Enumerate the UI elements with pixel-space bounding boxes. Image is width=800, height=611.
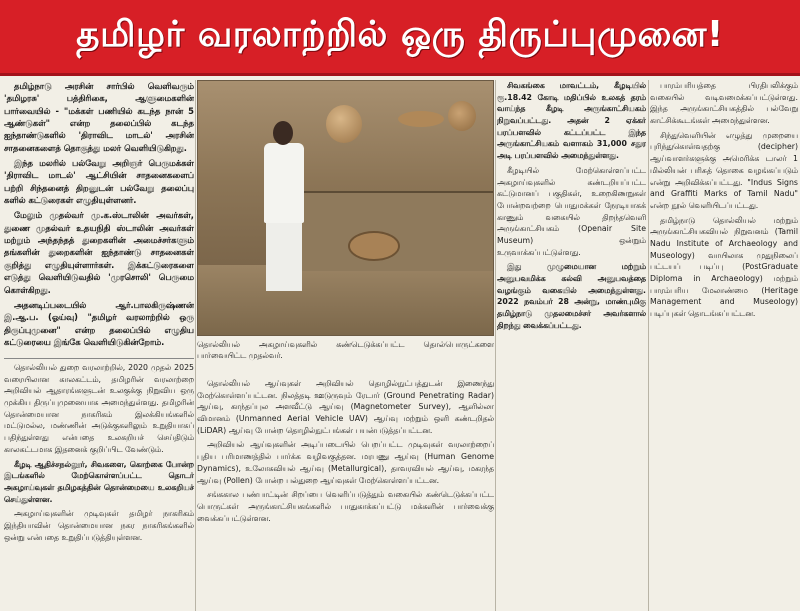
lead-paragraph: மேலும் முதல்வர் மு.க.ஸ்டாலின் அவர்கள், துணை முதல்வர் உதயநிதி ஸ்டாலின் அவர்கள் மற்றும் அந்தந்தத் துறைகளின் அமைச்சர்களும் தங்களின் துறைகளின் ஐந்தாண்டு சாதனைகள் குறித்து எழுதியுள்ளார்கள். இக்கட்டுரைகளை எடுத்து வெளியிடுவதில் 'முரசொலி' பெருமை கொள்கிறது.	[4, 210, 194, 295]
body-paragraph: கீழடி ஆதிச்சநல்லூர், சிவகளை, கொற்கை போன்ற இடங்களில் மேற்கொள்ளப்பட்ட தொடர் அகழாய்வுகள் தமிழகத்தின் தொன்மையை உலகறியச் செய்துள்ளன.	[4, 459, 194, 504]
column-rule	[648, 80, 649, 611]
body-paragraph: இது முழுமையான மற்றும் அனுபவமிக்க கல்வி அனுபவத்தை வழங்கும் வகையில் அமைந்துள்ளது. 2022 நவம்பர் 28 அன்று, மாண்புமிகு தமிழ்நாடு முதலமைச்சர் அவர்களால் திறந்து வைக்கப்பட்டது.	[497, 262, 646, 330]
lead-divider	[4, 358, 194, 359]
article-photo	[197, 80, 494, 336]
body-paragraph: சிந்துவெளியின் எழுத்து முறையை புரிந்துகொள்வதற்கு (decipher) ஆய்வாளர்களுக்கு அமெரிக்க டாலர் 1 மில்லியன் பரிசுத் தொகை வழங்கப்படும் என்று அறிவிக்கப்பட்டது. "Indus Signs and Graffiti Marks of Tamil Nadu" என்ற நூல் வெளியிடப்பட்டது.	[650, 130, 798, 210]
body-paragraph: தொல்லியல் துறை வரலாற்றில், 2020 முதல் 2025 வரையிலான காலகட்டம், தமிழரின் வரலாற்றை அறிவியல் ஆதாரங்களுடன் உலகுக்கு நிறுவிய ஒரு முக்கிய திருப்புமுனையாக அமைந்துள்ளது. தமிழரின் தொன்மையான நாகரிகம் இலக்கியங்களில் மட்டுமல்ல, மண்ணின் அடுக்குகளிலும் உறுதியாகப் பதிந்துள்ளது என்பதை உலகறியச் செய்திடும் காலகட்டமாக இதனைக் குறிப்பிட வேண்டும்.	[4, 363, 194, 454]
lead-paragraph: அதனடிப்படையில் ஆர்.பாலகிருஷ்ணன் இ.ஆ.ப. (ஓய்வு) "தமிழர் வரலாற்றில் ஒரு திருப்புமுனை" என்ற தலைப்பில் எழுதிய கட்டுரையை இங்கே வெளியிடுகின்றோம்.	[4, 299, 194, 347]
photo-pot	[448, 101, 476, 131]
column-rule	[495, 80, 496, 611]
body-paragraph: அறிவியல் ஆய்வுகளின் அடிப்படையில் பெறப்பட்ட முடிவுகள் வரலாற்றைப் புதிய பரிமாணத்தில் பார்க்க வழிவகுத்தன. மரபணு ஆய்வு (Human Genome Dynamics), உலோகவியல் ஆய்வு (Metallurgical), தாவரவியல் ஆய்வு, மகரந்த ஆய்வு (Pollen) போன்ற பல்துறை ஆய்வுகள் மேற்கொள்ளப்பட்டன.	[197, 440, 494, 485]
body-paragraph: சிவகங்கை மாவட்டம், கீழடியில் ரூ.18.42 கோடி மதிப்பில் உலகத் தரம் வாய்ந்த கீழடி அருங்காட்சியகம் நிறுவப்பட்டது. அதன் 2 ஏக்கர் பரப்பளவில் கட்டப்பட்ட இந்த அருங்காட்சியகம் வளாகம் 31,000 சதுர அடி பரப்பளவில் அமைந்துள்ளது.	[497, 81, 646, 161]
photo-display-shelf	[298, 191, 494, 271]
article-column-3	[497, 80, 646, 611]
photo-person-head	[273, 121, 293, 145]
column-rule	[195, 80, 196, 611]
article-column-4	[650, 80, 798, 611]
headline-banner	[0, 0, 800, 76]
lead-intro	[4, 80, 194, 358]
photo-pot	[348, 231, 400, 261]
lead-paragraph: தமிழ்நாடு அரசின் சார்பில் வெளிவரும் 'தமிழரசு' பத்திரிகை, ஆளுமைகளின் பார்வையில் - "மக்கள் பணியில் கடந்த நான் 5 ஆண்டுகள்" என்ற தலைப்பில் கடந்த ஐந்தாண்டுகளில் 'திராவிட மாடல்' அரசின் சாதனைகளைத் தொகுத்து மலர் வெளியிடுகிறது.	[4, 81, 194, 153]
body-paragraph: அகழாய்வுகளின் முடிவுகள் தமிழர் நாகரிகம் இந்தியாவின் தொன்மையான நகர நாகரிகங்களில் ஒன்று என்பதை உறுதிப்படுத்தியுள்ளன.	[4, 509, 194, 542]
body-paragraph: சங்ககால பண்பாட்டின் சிறப்பை வெளிப்படுத்தும் வகையில் கண்டெடுக்கப்பட்ட பொருட்கள் அருங்காட்சியகங்களில் பாதுகாக்கப்பட்டு மக்களின் பார்வைக்கு வைக்கப்பட்டுள்ளன.	[197, 490, 494, 523]
body-paragraph: தமிழ்நாடு தொல்லியல் மற்றும் அருங்காட்சியகவியல் நிறுவனம் (Tamil Nadu Institute of Archaeology and Museology) வாயிலாக முதுநிலைப் பட்டயப் படிப்பு (PostGraduate Diploma in Archaeology) மற்றும் பாரம்பரிய மேலாண்மை (Heritage Management and Museology) படிப்புகள் தொடங்கப்பட்டன.	[650, 215, 798, 319]
photo-person	[264, 143, 304, 223]
photo-pot	[398, 111, 444, 127]
photo-caption: தொல்லியல் அகழாய்வுகளில் கண்டெடுக்கப்பட்ட தொல்பொருட்களை பார்வையிட்ட முதல்வர்.	[197, 340, 494, 360]
photo-person-legs	[266, 221, 302, 291]
photo-ground	[198, 265, 493, 335]
body-paragraph: கீழடியில் மேற்கொள்ளப்பட்ட அகழாய்வுகளில் கண்டறியப்பட்ட கட்டுமானப் பகுதிகள், உறைகிணறுகள் போன்றவற்றை பொதுமக்கள் நேரடியாகக் காணும் வகையில் திறந்தவெளி அருங்காட்சியகம் (Openair Site Museum) ஒன்றும் உருவாக்கப்பட்டுள்ளது.	[497, 165, 646, 257]
article-column-1	[4, 362, 194, 611]
headline: தமிழர் வரலாற்றில் ஒரு திருப்புமுனை!	[76, 13, 724, 55]
article-column-2	[197, 378, 494, 611]
lead-paragraph: இந்த மலரில் பல்வேறு அறிஞர் பெருமக்கள் 'திராவிட மாடல்' ஆட்சியின் சாதனைகளைப் பற்றி சிந்தனைத் திறனுடன் பல்வேறு தலைப்பு களில் கட்டுரைகள் எழுதியுள்ளனர்.	[4, 158, 194, 206]
photo-pot	[326, 105, 362, 143]
body-paragraph: பாரம்பரியத்தை பிரதிபலிக்கும் வகையில் வடிவமைக்கப்பட்டுள்ளது. இந்த அருங்காட்சியகத்தில் பல்வேறு காட்சிக்கூடங்கள் அமைந்துள்ளன.	[650, 81, 798, 126]
body-paragraph: தொல்லியல் ஆய்வுகள் அறிவியல் தொழில்நுட்பத்துடன் இணைந்து மேற்கொள்ளப்பட்டன. நிலத்தடி ஊடுருவும் ரேடார் (Ground Penetrating Radar) ஆய்வு, காந்தப்புல அளவீட்டு ஆய்வு (Magnetometer Survey), ஆளில்லா விமானம் (Unmanned Aerial Vehicle UAV) ஆய்வு மற்றும் ஒளி கண்டறிதல் (LiDAR) ஆய்வு போன்ற தொழில்நுட்பங்கள் பயன்படுத்தப்பட்டன.	[197, 379, 494, 435]
